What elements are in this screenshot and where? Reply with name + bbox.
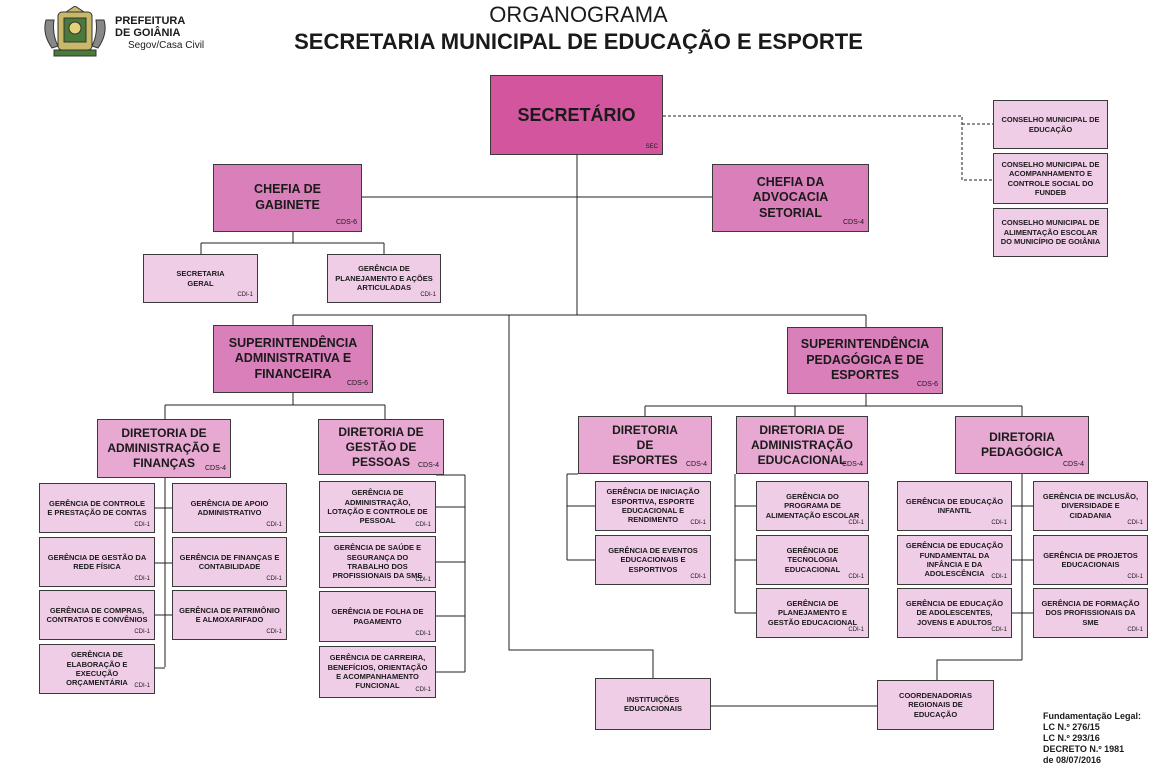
box-label: GERÊNCIA DE FORMAÇÃO DOS PROFISSIONAIS DA SME <box>1041 598 1140 627</box>
box-code: CDS-6 <box>916 381 938 389</box>
box-code: CDS-4 <box>841 461 863 469</box>
box-label: GERÊNCIA DE EDUCAÇÃO INFANTIL <box>905 496 1004 515</box>
box-chefia-advocacia <box>712 164 869 232</box>
box-label: GERÊNCIA DE PLANEJAMENTO E AÇÕES ARTICULADAS <box>335 264 433 293</box>
box-label: DIRETORIA DE ESPORTES <box>612 422 678 467</box>
box-code: CDI-1 <box>266 521 282 528</box>
box-label: CONSELHO MUNICIPAL DE EDUCAÇÃO <box>1001 115 1100 134</box>
box-chefia-gabinete <box>213 164 362 232</box>
box-dir-esportes <box>578 416 712 474</box>
box-code: CDI-1 <box>991 519 1007 526</box>
box-code: CDI-1 <box>415 576 431 583</box>
legal-line: LC N.º 293/16 <box>1043 732 1100 743</box>
legal-basis <box>1043 711 1141 766</box>
box-ger-saude-seguranca <box>319 536 436 588</box>
box-label: GERÊNCIA DE COMPRAS, CONTRATOS E CONVÊNIOS <box>46 605 148 624</box>
box-label: DIRETORIA DE GESTÃO DE PESSOAS <box>338 424 424 469</box>
box-instituicoes-educacionais <box>595 678 711 730</box>
box-ger-carreira-beneficios <box>319 646 436 698</box>
box-coordenadorias-regionais <box>877 680 994 730</box>
box-label: GERÊNCIA DE INCLUSÃO, DIVERSIDADE E CIDADANIA <box>1042 491 1139 520</box>
legal-line: DECRETO N.º 1981 <box>1043 743 1125 754</box>
box-label: GERÊNCIA DE PROJETOS EDUCACIONAIS <box>1043 550 1138 569</box>
box-label: GERÊNCIA DE CARREIRA, BENEFÍCIOS, ORIENTAÇÃO E ACOMPANHAMENTO FUNCIONAL <box>327 653 428 691</box>
box-code: CDS-4 <box>842 219 864 227</box>
box-code: CDI-1 <box>848 519 864 526</box>
legal-line: LC N.º 276/15 <box>1043 721 1100 732</box>
box-code: CDI-1 <box>266 628 282 635</box>
box-code: CDI-1 <box>237 291 253 298</box>
box-label: GERÊNCIA DE PLANEJAMENTO E GESTÃO EDUCACIONAL <box>767 598 858 627</box>
box-ger-formacao-profissionais <box>1033 588 1148 638</box>
box-ger-folha-pagamento <box>319 591 436 642</box>
box-code: CDS-6 <box>346 380 368 388</box>
box-label: GERÊNCIA DE FOLHA DE PAGAMENTO <box>331 607 424 626</box>
box-conselho-educacao <box>993 100 1108 149</box>
box-label: SECRETÁRIO <box>517 104 636 125</box>
box-label: GERÊNCIA DE FINANÇAS E CONTABILIDADE <box>179 552 280 571</box>
page-subtitle: SECRETARIA MUNICIPAL DE EDUCAÇÃO E ESPORTE <box>294 29 863 54</box>
box-label: INSTITUIÇÕES EDUCACIONAIS <box>624 694 682 713</box>
box-ger-alimentacao-escolar <box>756 481 869 531</box>
box-label: GERÊNCIA DE EDUCAÇÃO DE ADOLESCENTES, JOVENS E ADULTOS <box>905 598 1004 627</box>
box-secretaria-geral <box>143 254 258 303</box>
box-ger-orcamentaria <box>39 644 155 694</box>
box-sup-pedagogica <box>787 327 943 394</box>
page-title: ORGANOGRAMA <box>489 2 668 27</box>
box-label: GERÊNCIA DE GESTÃO DA REDE FÍSICA <box>47 552 147 571</box>
box-sup-administrativa <box>213 325 373 393</box>
box-dir-pedagogica <box>955 416 1089 474</box>
box-code: CDI-1 <box>266 575 282 582</box>
box-ger-apoio-administrativo <box>172 483 287 533</box>
box-label: SECRETARIA GERAL <box>176 269 225 288</box>
box-conselho-alimentacao <box>993 208 1108 257</box>
box-dir-gestao-pessoas <box>318 419 444 475</box>
box-code: CDI-1 <box>1127 519 1143 526</box>
box-label: GERÊNCIA DE TECNOLOGIA EDUCACIONAL <box>784 545 841 574</box>
box-label: GERÊNCIA DE APOIO ADMINISTRATIVO <box>190 498 269 517</box>
box-dir-adm-educacional <box>736 416 868 474</box>
box-code: CDI-1 <box>690 573 706 580</box>
box-conselho-fundeb <box>993 153 1108 204</box>
box-label: GERÊNCIA DE ELABORAÇÃO E EXECUÇÃO ORÇAMENTÁRIA <box>66 650 128 688</box>
box-code: CDS-4 <box>204 465 226 473</box>
box-code: CDI-1 <box>690 519 706 526</box>
box-ger-projetos-educacionais <box>1033 535 1148 585</box>
box-label: COORDENADORIAS REGIONAIS DE EDUCAÇÃO <box>899 690 972 719</box>
box-label: GERÊNCIA DE INICIAÇÃO ESPORTIVA, ESPORTE EDUCACIONAL E RENDIMENTO <box>606 487 700 525</box>
box-label: GERÊNCIA DE ADMINISTRAÇÃO, LOTAÇÃO E CONTROLE DE PESSOAL <box>327 488 428 526</box>
box-code: CDS-4 <box>417 462 439 470</box>
box-ger-eventos <box>595 535 711 585</box>
box-code: CDI-1 <box>848 573 864 580</box>
box-code: CDI-1 <box>134 628 150 635</box>
box-code: CDI-1 <box>134 682 150 689</box>
box-ger-tecnologia <box>756 535 869 585</box>
box-label: GERÊNCIA DE EVENTOS EDUCACIONAIS E ESPORTIVOS <box>608 545 698 574</box>
box-code: CDS-6 <box>335 219 357 227</box>
logo-line1: PREFEITURA <box>115 15 186 27</box>
box-label: GERÊNCIA DE SAÚDE E SEGURANÇA DO TRABALHO DOS PROFISSIONAIS DA SME <box>332 543 423 581</box>
box-label: DIRETORIA DE ADMINISTRAÇÃO E FINANÇAS <box>107 426 221 470</box>
logo-line2: DE GOIÂNIA <box>115 27 181 40</box>
box-ger-compras-contratos <box>39 590 155 640</box>
box-ger-planejamento-acoes <box>327 254 441 303</box>
box-code: CDI-1 <box>1127 573 1143 580</box>
box-label: CONSELHO MUNICIPAL DE ACOMPANHAMENTO E CONTROLE SOCIAL DO FUNDEB <box>1001 159 1100 197</box>
box-code: CDI-1 <box>415 686 431 693</box>
box-code: CDS-4 <box>685 461 707 469</box>
box-ger-planejamento-gestao <box>756 588 869 638</box>
box-secretario <box>490 75 663 155</box>
box-ger-financas-contabilidade <box>172 537 287 587</box>
box-ger-patrimonio <box>172 590 287 640</box>
box-label: GERÊNCIA DO PROGRAMA DE ALIMENTAÇÃO ESCOLAR <box>765 491 860 520</box>
box-label: GERÊNCIA DE EDUCAÇÃO FUNDAMENTAL DA INFÂNCIA E DA ADOLESCÊNCIA <box>905 541 1004 579</box>
box-ger-controle-contas <box>39 483 155 533</box>
box-code: CDS-4 <box>1062 461 1084 469</box>
box-code: CDI-1 <box>991 626 1007 633</box>
box-code: CDI-1 <box>848 626 864 633</box>
box-label: DIRETORIA PEDAGÓGICA <box>981 430 1064 459</box>
box-code: CDI-1 <box>1127 626 1143 633</box>
box-ger-educacao-fundamental <box>897 535 1012 585</box>
box-ger-educacao-infantil <box>897 481 1012 531</box>
box-ger-iniciacao-esportiva <box>595 481 711 531</box>
box-code: CDI-1 <box>134 521 150 528</box>
box-code: CDI-1 <box>420 291 436 298</box>
box-dir-adm-financas <box>97 419 231 478</box>
box-ger-eja <box>897 588 1012 638</box>
box-label: GERÊNCIA DE PATRIMÔNIO E ALMOXARIFADO <box>179 605 280 624</box>
box-ger-rede-fisica <box>39 537 155 587</box>
box-label: CHEFIA DE GABINETE <box>254 182 321 212</box>
box-label: GERÊNCIA DE CONTROLE E PRESTAÇÃO DE CONTAS <box>47 498 147 517</box>
legal-line: de 08/07/2016 <box>1043 754 1102 765</box>
box-label: DIRETORIA DE ADMINISTRAÇÃO EDUCACIONAL <box>751 422 853 467</box>
legal-line: Fundamentação Legal: <box>1043 711 1142 721</box>
box-code: CDI-1 <box>134 575 150 582</box>
box-code: CDI-1 <box>415 630 431 637</box>
box-ger-inclusao <box>1033 481 1148 531</box>
box-ger-lotacao-pessoal <box>319 481 436 533</box>
box-code: CDI-1 <box>991 573 1007 580</box>
box-label: SUPERINTENDÊNCIA PEDAGÓGICA E DE ESPORTES <box>800 337 930 383</box>
box-code: CDI-1 <box>415 521 431 528</box>
box-code: SEC <box>645 143 658 150</box>
box-label: CHEFIA DA ADVOCACIA SETORIAL <box>752 174 829 220</box>
logo-subtitle: Segov/Casa Civil <box>128 40 205 51</box>
box-label: CONSELHO MUNICIPAL DE ALIMENTAÇÃO ESCOLAR DO MUNICÍPIO DE GOIÂNIA <box>1000 218 1101 247</box>
box-label: SUPERINTENDÊNCIA ADMINISTRATIVA E FINANCEIRA <box>228 335 358 381</box>
